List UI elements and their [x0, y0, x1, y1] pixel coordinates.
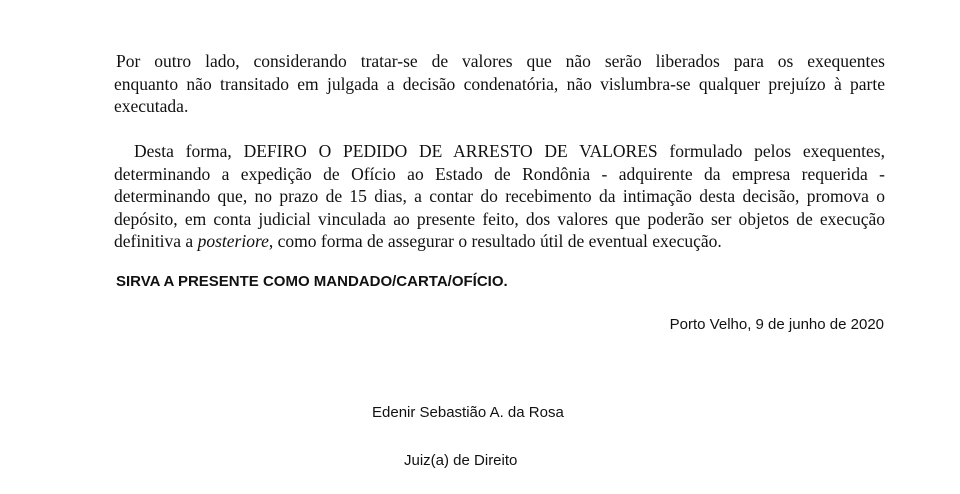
paragraph-line: executada. — [114, 96, 189, 116]
italic-term: posteriore — [197, 231, 269, 251]
signer-name: Edenir Sebastião A. da Rosa — [372, 404, 564, 421]
paragraph-line: enquanto não transitado em julgada a decisão condenatória, não vislumbra-se qualquer prejuízo à parte — [114, 73, 885, 94]
paragraph-line — [114, 230, 885, 253]
paragraph-arrest-granted — [114, 140, 885, 253]
line-text: definitiva a — [114, 231, 198, 251]
paragraph-line: Por outro lado, considerando tratar-se de valores que não serão liberados para os exequentes — [116, 51, 885, 71]
signer-role: Juiz(a) de Direito — [404, 452, 518, 469]
paragraph-line: determinando que, no prazo de 15 dias, a contar do recebimento da intimação desta decisão, promova o — [114, 186, 885, 206]
paragraph-line: Desta forma, DEFIRO O PEDIDO DE ARRESTO DE VALORES formulado pelos exequentes, — [134, 141, 885, 161]
paragraph-line: depósito, em conta judicial vinculada ao presente feito, dos valores que poderão ser objetos de execução — [114, 208, 885, 229]
paragraph-line: determinando a expedição de Ofício ao Estado de Rondônia - adquirente da empresa requerida - — [114, 163, 885, 184]
line-text: , como forma de assegurar o resultado útil de eventual execução. — [268, 231, 722, 251]
place-date: Porto Velho, 9 de junho de 2020 — [669, 316, 884, 333]
directive-heading: SIRVA A PRESENTE COMO MANDADO/CARTA/OFÍCIO. — [116, 273, 508, 290]
paragraph-no-prejudice — [114, 50, 885, 118]
